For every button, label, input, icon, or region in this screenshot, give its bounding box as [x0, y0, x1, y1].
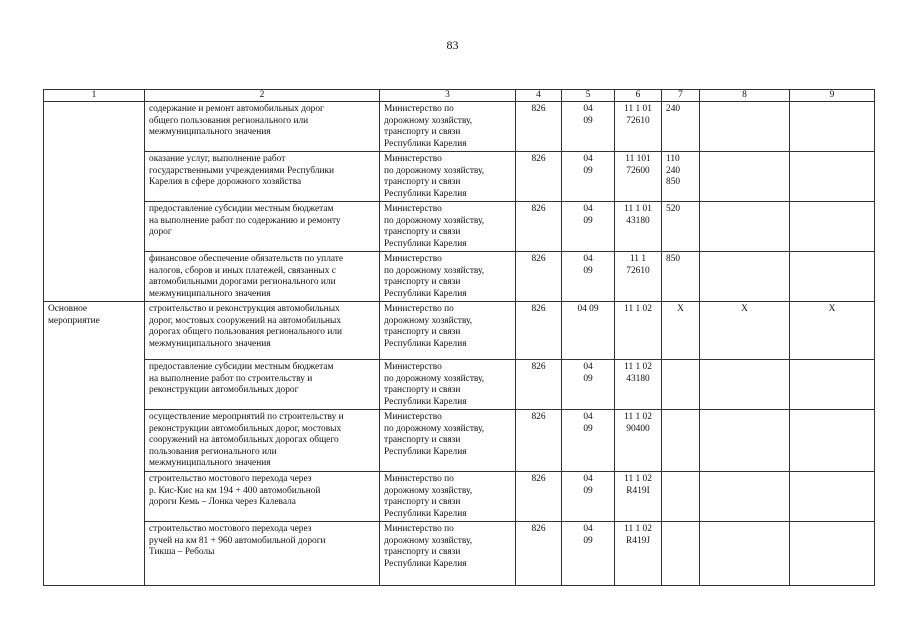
expense-type-code: 110 240 850 [662, 152, 700, 202]
column-9-cell [790, 152, 875, 202]
expense-type-code: X [662, 302, 700, 360]
table-row [44, 522, 875, 586]
responsible-ministry: Министерство по дорожному хозяйству, транспорту и связи Республики Карелия [380, 102, 516, 152]
expense-type-code: 520 [662, 202, 700, 252]
responsible-ministry: Министерство по дорожному хозяйству, транспорту и связи Республики Карелия [380, 302, 516, 360]
column-9-cell [790, 410, 875, 472]
item-description: осуществление мероприятий по строительству и реконструкции автомобильных дорог, мостовых сооружений на автомобильных дорогах общего пользования регионального или межмуниципального значения [145, 410, 380, 472]
section-code: 04 09 [562, 360, 615, 410]
column-8-cell [700, 102, 790, 152]
column-9-cell [790, 522, 875, 586]
ministry-code: 826 [516, 302, 562, 360]
page-number: 83 [446, 38, 459, 52]
responsible-ministry: Министерство по дорожному хозяйству, транспорту и связи Республики Карелия [380, 360, 516, 410]
section-code: 04 09 [562, 152, 615, 202]
section-code: 04 09 [562, 202, 615, 252]
expense-type-code [662, 410, 700, 472]
ministry-code: 826 [516, 252, 562, 302]
column-header: 9 [790, 90, 875, 102]
column-header: 5 [562, 90, 615, 102]
item-description: строительство мостового перехода через ручей на км 81 + 960 автомобильной дороги Тикша – Реболы [145, 522, 380, 586]
responsible-ministry: Министерство по дорожному хозяйству, транспорту и связи Республики Карелия [380, 410, 516, 472]
ministry-code: 826 [516, 152, 562, 202]
column-9-cell [790, 202, 875, 252]
column-header: 6 [615, 90, 662, 102]
column-9-cell: X [790, 302, 875, 360]
table-row [44, 360, 875, 410]
column-8-cell [700, 472, 790, 522]
expense-type-code [662, 472, 700, 522]
column-9-cell [790, 472, 875, 522]
target-article-code: 11 1 02 R419I [615, 472, 662, 522]
item-description: предоставление субсидии местным бюджетам на выполнение работ по строительству и реконструкции автомобильных дорог [145, 360, 380, 410]
responsible-ministry: Министерство по дорожному хозяйству, транспорту и связи Республики Карелия [380, 152, 516, 202]
ministry-code: 826 [516, 472, 562, 522]
ministry-code: 826 [516, 360, 562, 410]
column-8-cell [700, 360, 790, 410]
column-header: 3 [380, 90, 516, 102]
column-9-cell [790, 360, 875, 410]
responsible-ministry: Министерство по дорожному хозяйству, транспорту и связи Республики Карелия [380, 252, 516, 302]
table-row [44, 472, 875, 522]
column-header: 2 [145, 90, 380, 102]
item-description: строительство мостового перехода через р. Кис-Кис на км 194 + 400 автомобильной дороги Кемь – Лонка через Калевала [145, 472, 380, 522]
target-article-code: 11 1 01 43180 [615, 202, 662, 252]
target-article-code: 11 1 72610 [615, 252, 662, 302]
column-8-cell [700, 410, 790, 472]
ministry-code: 826 [516, 102, 562, 152]
item-description: предоставление субсидии местным бюджетам на выполнение работ по содержанию и ремонту дорог [145, 202, 380, 252]
column-8-cell [700, 152, 790, 202]
column-8-cell [700, 522, 790, 586]
ministry-code: 826 [516, 202, 562, 252]
column-8-cell: X [700, 302, 790, 360]
section-code: 04 09 [562, 522, 615, 586]
section-code: 04 09 [562, 102, 615, 152]
category-cell-empty [44, 102, 145, 302]
column-header: 4 [516, 90, 562, 102]
section-code: 04 09 [562, 302, 615, 360]
section-code: 04 09 [562, 252, 615, 302]
table-row [44, 202, 875, 252]
target-article-code: 11 101 72600 [615, 152, 662, 202]
ministry-code: 826 [516, 522, 562, 586]
column-9-cell [790, 252, 875, 302]
section-code: 04 09 [562, 410, 615, 472]
column-9-cell [790, 102, 875, 152]
table-row [44, 152, 875, 202]
expense-type-code [662, 360, 700, 410]
expense-type-code [662, 522, 700, 586]
category-main-activity: Основное мероприятие [44, 302, 145, 586]
ministry-code: 826 [516, 410, 562, 472]
target-article-code: 11 1 02 [615, 302, 662, 360]
expense-type-code: 240 [662, 102, 700, 152]
column-header: 7 [662, 90, 700, 102]
table-row [44, 302, 875, 360]
table-row [44, 102, 875, 152]
item-description: оказание услуг, выполнение работ государственными учреждениями Республики Карелия в сфере дорожного хозяйства [145, 152, 380, 202]
column-header: 8 [700, 90, 790, 102]
column-8-cell [700, 202, 790, 252]
column-8-cell [700, 252, 790, 302]
target-article-code: 11 1 02 90400 [615, 410, 662, 472]
responsible-ministry: Министерство по дорожному хозяйству, транспорту и связи Республики Карелия [380, 522, 516, 586]
item-description: финансовое обеспечение обязательств по уплате налогов, сборов и иных платежей, связанных с автомобильными дорогами регионального или межмуниципального значения [145, 252, 380, 302]
table-row [44, 410, 875, 472]
responsible-ministry: Министерство по дорожному хозяйству, транспорту и связи Республики Карелия [380, 202, 516, 252]
column-header: 1 [44, 90, 145, 102]
item-description: содержание и ремонт автомобильных дорог общего пользования регионального или межмуниципального значения [145, 102, 380, 152]
table-header-row [44, 90, 875, 102]
expense-type-code: 850 [662, 252, 700, 302]
target-article-code: 11 1 01 72610 [615, 102, 662, 152]
responsible-ministry: Министерство по дорожному хозяйству, транспорту и связи Республики Карелия [380, 472, 516, 522]
target-article-code: 11 1 02 R419J [615, 522, 662, 586]
item-description: строительство и реконструкция автомобильных дорог, мостовых сооружений на автомобильных дорогах общего пользования регионального или межмуниципального значения [145, 302, 380, 360]
budget-table [43, 89, 875, 586]
table-row [44, 252, 875, 302]
target-article-code: 11 1 02 43180 [615, 360, 662, 410]
section-code: 04 09 [562, 472, 615, 522]
